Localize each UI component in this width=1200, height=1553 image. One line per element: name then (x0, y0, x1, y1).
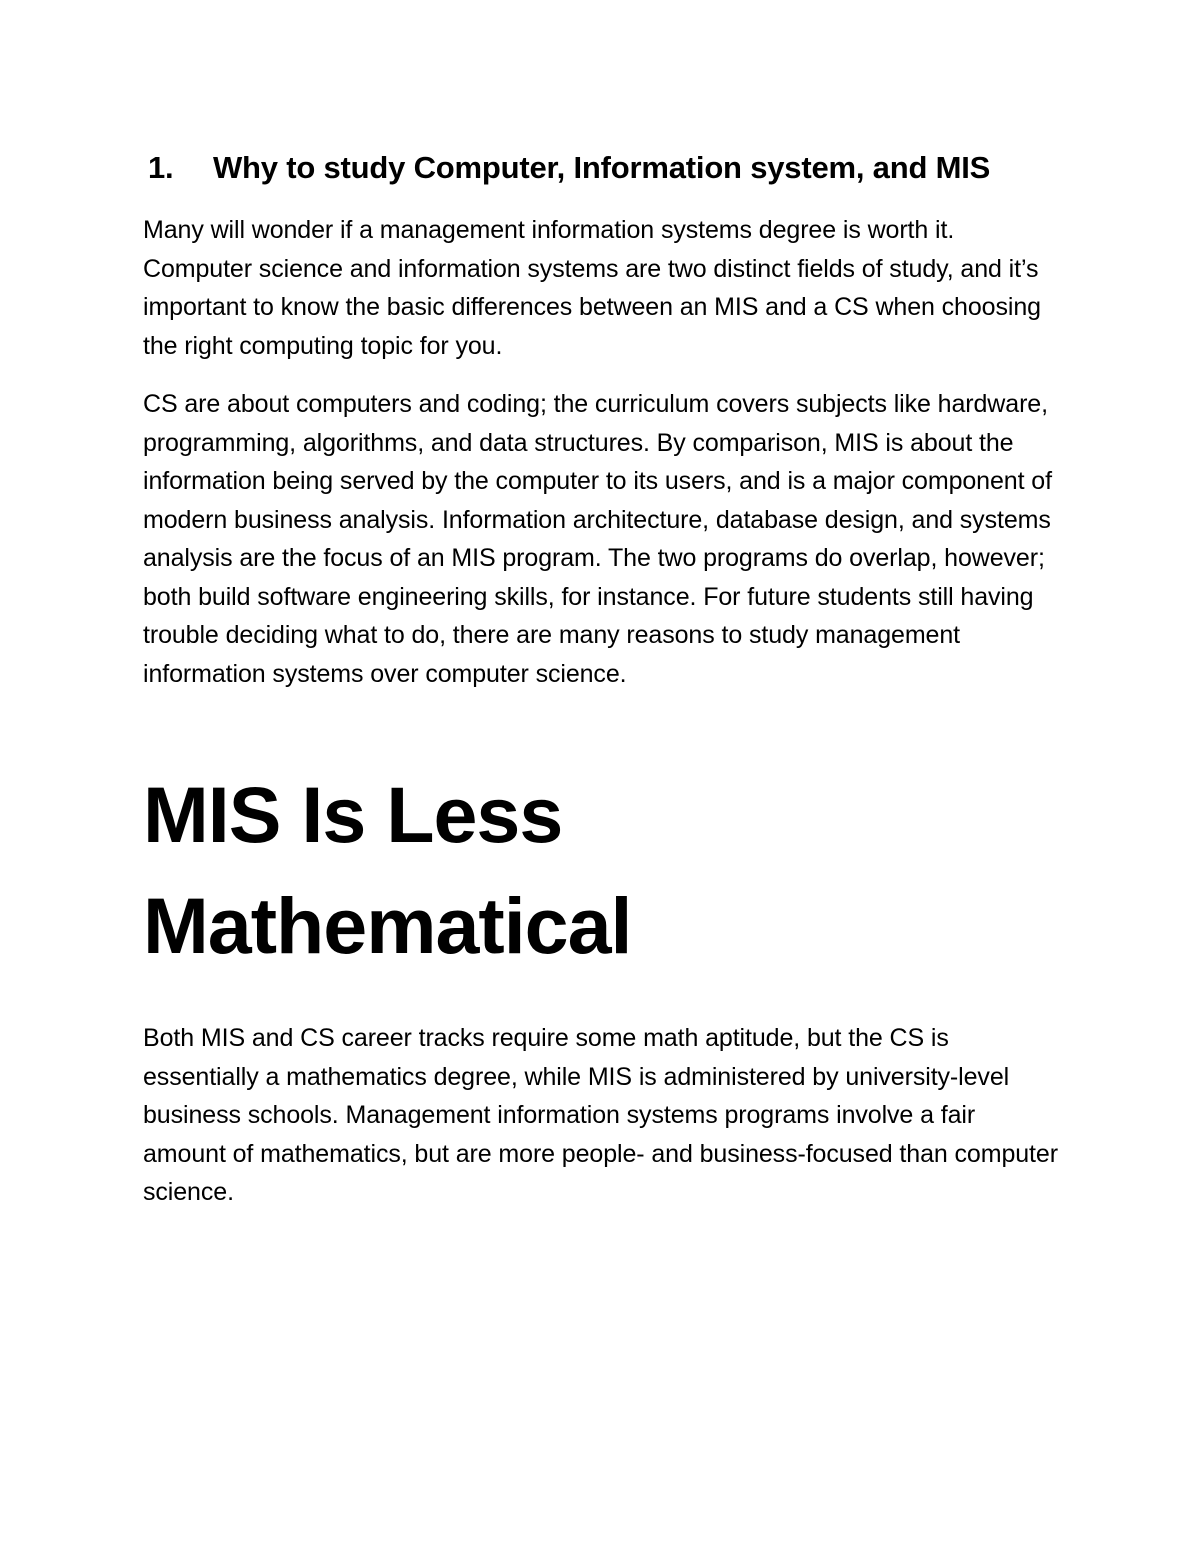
paragraph-cs-vs-mis: CS are about computers and coding; the curriculum covers subjects like hardware, programming, algorithms, and data structures. By comparison, MIS is about the information being served by the computer to its users, and is a major component of modern business analysis. Information architecture, database design, and systems analysis are the focus of an MIS program. The two programs do overlap, however; both build software engineering skills, for instance. For future students still having trouble deciding what to do, there are many reasons to study management information systems over computer science. (143, 390, 1052, 688)
list-number: 1. (148, 150, 174, 185)
section-heading-less-mathematical: MIS Is Less Mathematical (143, 770, 632, 970)
section-heading-why-study: Why to study Computer, Information system, and MIS (213, 150, 991, 185)
paragraph-intro: Many will wonder if a management information systems degree is worth it. Computer science and information systems are two distinct fields of study, and it’s important to know the basic differences between an MIS and a CS when choosing the right computing topic for you. (143, 216, 1041, 360)
document-body (143, 148, 1063, 1212)
paragraph-math-aptitude: Both MIS and CS career tracks require some math aptitude, but the CS is essentially a mathematics degree, while MIS is administered by university-level business schools. Management information systems programs involve a fair amount of mathematics, but are more people- and business-focused than computer science. (143, 1024, 1058, 1206)
numbered-heading (143, 148, 1063, 187)
